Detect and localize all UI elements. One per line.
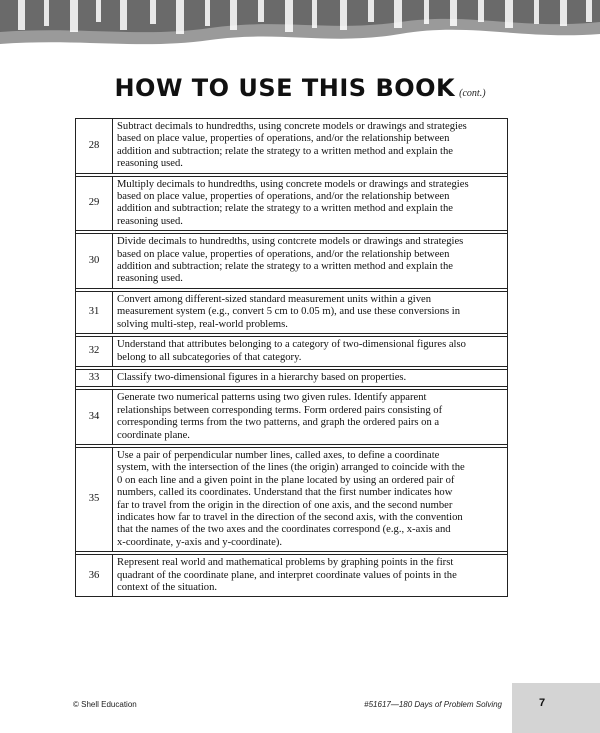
standard-description-line: relationships between corresponding terms. Form ordered pairs consisting of bbox=[117, 404, 443, 416]
standard-number: 31 bbox=[76, 291, 113, 333]
standard-description-line: system, with the intersection of the lines (the origin) arranged to coincide with the bbox=[117, 462, 465, 474]
standard-number: 34 bbox=[76, 390, 113, 445]
standard-description bbox=[113, 390, 508, 445]
page-subtitle: (cont.) bbox=[459, 88, 486, 99]
standard-description-line: far to travel from the origin in the direction of one axis, and the second number bbox=[117, 499, 453, 511]
standard-description-line: Use a pair of perpendicular number lines, called axes, to define a coordinate bbox=[117, 449, 440, 461]
standard-description-line: Classify two-dimensional figures in a hierarchy based on properties. bbox=[117, 371, 407, 383]
standard-description-line: that the names of the two axes and the coordinates correspond (e.g., x-axis and bbox=[117, 524, 451, 536]
standard-number: 36 bbox=[76, 555, 113, 597]
page-header bbox=[0, 74, 600, 102]
standard-description-line: Convert among different-sized standard measurement units within a given bbox=[117, 293, 432, 305]
standard-description-line: measurement system (e.g., convert 5 cm to 0.05 m), and use these conversions in bbox=[117, 306, 461, 318]
standard-row bbox=[76, 234, 508, 289]
standard-row bbox=[76, 119, 508, 174]
standard-description-line: addition and subtraction; relate the strategy to a written method and explain the bbox=[117, 261, 453, 273]
standard-description-line: Subtract decimals to hundredths, using concrete models or drawings and strategies bbox=[117, 121, 467, 132]
decorative-top-banner bbox=[0, 0, 600, 62]
footer-copyright: © Shell Education bbox=[73, 700, 137, 709]
standards-table bbox=[75, 118, 508, 597]
standard-description-line: addition and subtraction; relate the strategy to a written method and explain the bbox=[117, 145, 453, 157]
standard-description-line: belong to all subcategories of that category. bbox=[117, 351, 302, 363]
standard-row bbox=[76, 291, 508, 333]
page-number: 7 bbox=[538, 697, 546, 709]
standard-description-line: Divide decimals to hundredths, using contcrete models or drawings and strategies bbox=[117, 236, 464, 248]
standard-number: 35 bbox=[76, 447, 113, 551]
standard-description bbox=[113, 119, 508, 174]
standard-description-line: corresponding terms from the two patterns, and graph the ordered pairs on a bbox=[117, 417, 440, 429]
standard-description-line: indicates how far to travel in the direction of the second axis, with the convention bbox=[117, 511, 463, 523]
standard-number: 28 bbox=[76, 119, 113, 174]
standard-description bbox=[113, 291, 508, 333]
standard-description-line: reasoning used. bbox=[117, 273, 183, 285]
page-title: HOW TO USE THIS BOOK bbox=[114, 74, 456, 102]
standard-number: 29 bbox=[76, 176, 113, 231]
standard-description-line: context of the situation. bbox=[117, 582, 218, 593]
standard-description bbox=[113, 555, 508, 597]
standard-description-line: addition and subtraction; relate the strategy to a written method and explain the bbox=[117, 203, 453, 215]
footer-book-title: #51617—180 Days of Problem Solving bbox=[364, 700, 502, 709]
standards-table-body bbox=[76, 119, 508, 597]
standard-description-line: Multiply decimals to hundredths, using concrete models or drawings and strategies bbox=[117, 178, 469, 190]
standard-description-line: coordinate plane. bbox=[117, 429, 190, 441]
standard-description-line: based on place value, properties of operations, and/or the relationship between bbox=[117, 133, 450, 145]
standard-row bbox=[76, 369, 508, 386]
standard-description bbox=[113, 234, 508, 289]
standard-number: 33 bbox=[76, 369, 113, 386]
standard-description-line: Represent real world and mathematical problems by graphing points in the first bbox=[117, 557, 454, 569]
standard-number: 32 bbox=[76, 337, 113, 367]
standard-row bbox=[76, 447, 508, 551]
standard-row bbox=[76, 555, 508, 597]
standard-description-line: x-coordinate, y-axis and y-coordinate). bbox=[117, 536, 283, 548]
standard-description-line: reasoning used. bbox=[117, 215, 183, 227]
standard-description-line: based on place value, properties of operations, and/or the relationship between bbox=[117, 248, 450, 260]
standard-description-line: solving multi-step, real-world problems. bbox=[117, 318, 288, 330]
standard-description bbox=[113, 337, 508, 367]
standard-row bbox=[76, 390, 508, 445]
page-number-tab bbox=[512, 683, 600, 733]
standard-description-line: based on place value, properties of operations, and/or the relationship between bbox=[117, 191, 450, 203]
standard-description bbox=[113, 176, 508, 231]
standard-description-line: Generate two numerical patterns using two given rules. Identify apparent bbox=[117, 392, 427, 404]
standard-description-line: Understand that attributes belonging to a category of two-dimensional figures also bbox=[117, 339, 466, 351]
standard-number: 30 bbox=[76, 234, 113, 289]
standard-description bbox=[113, 369, 508, 386]
standard-row bbox=[76, 337, 508, 367]
standard-row bbox=[76, 176, 508, 231]
standard-description-line: quadrant of the coordinate plane, and interpret coordinate values of points in the bbox=[117, 569, 457, 581]
standard-description-line: numbers, called its coordinates. Understand that the first number indicates how bbox=[117, 487, 453, 499]
standard-description-line: reasoning used. bbox=[117, 158, 183, 170]
standard-description-line: 0 on each line and a given point in the plane located by using an ordered pair of bbox=[117, 474, 455, 486]
standard-description bbox=[113, 447, 508, 551]
